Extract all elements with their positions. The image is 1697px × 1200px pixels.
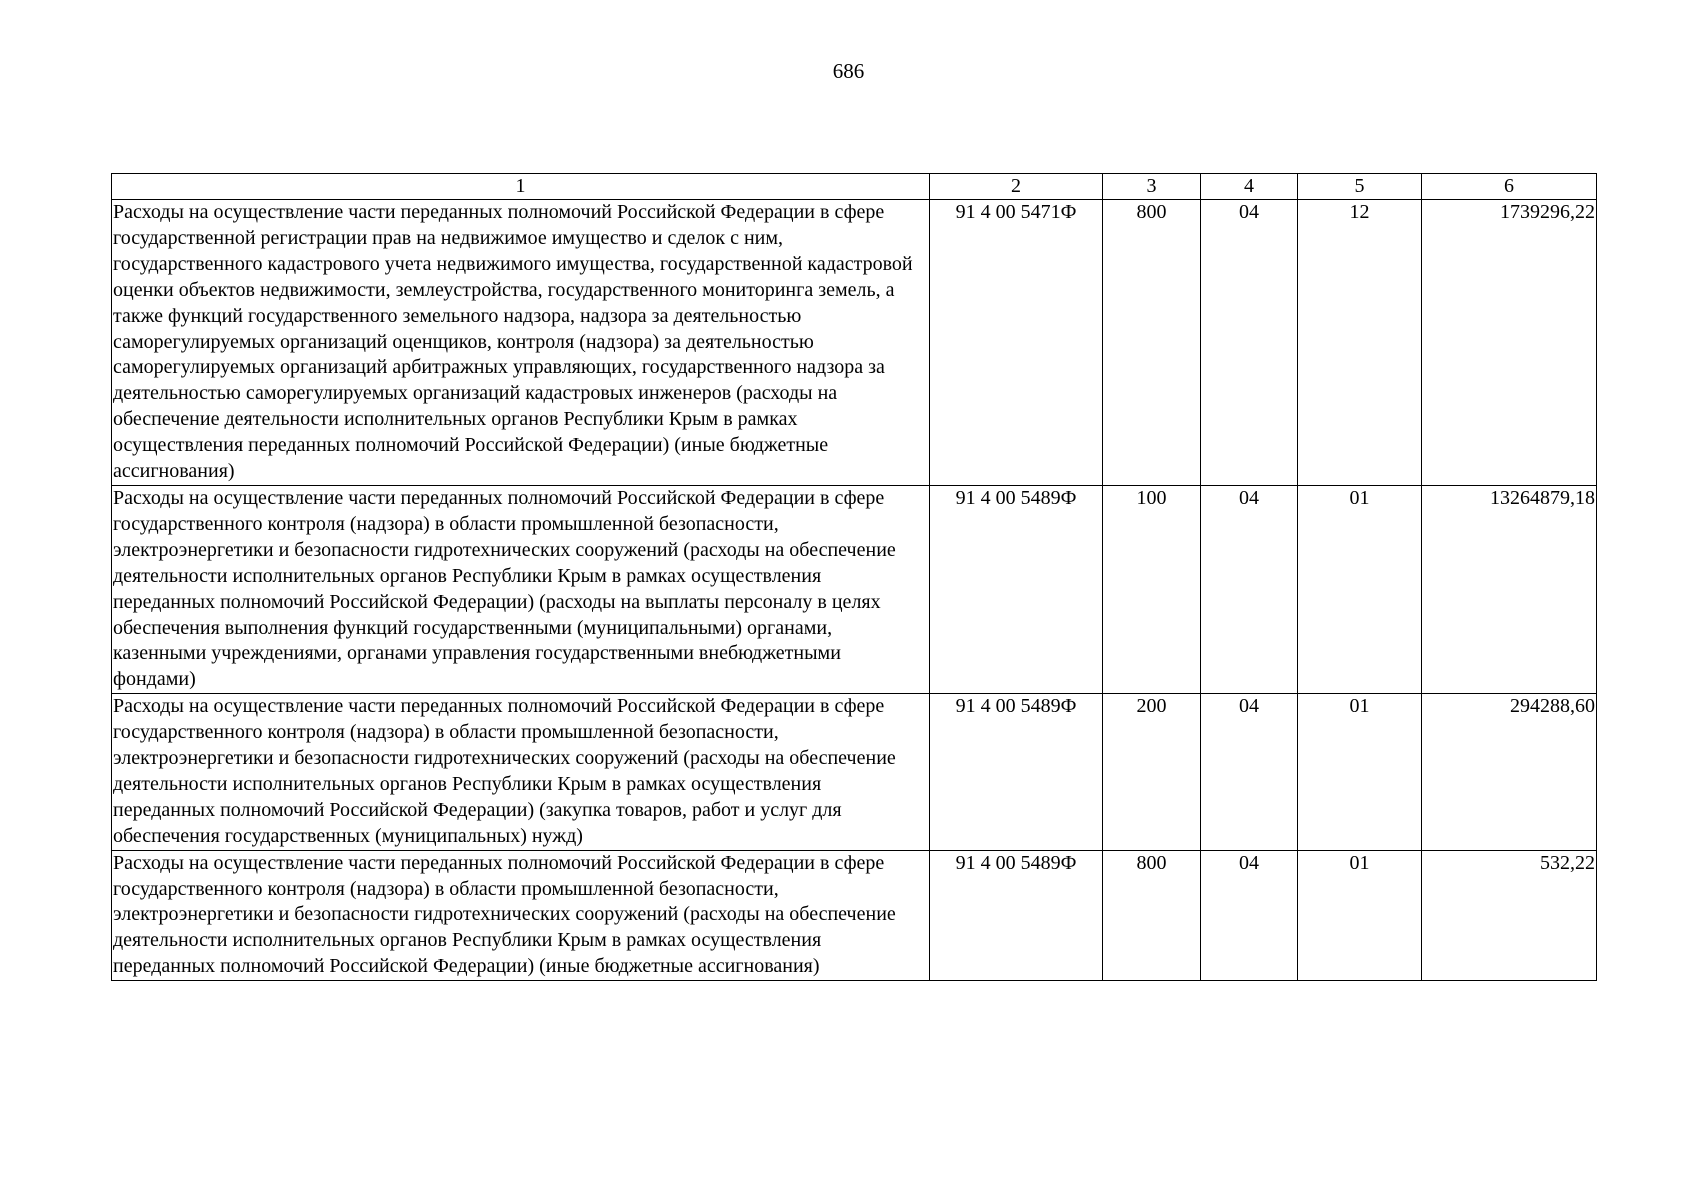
row-section: 04	[1201, 200, 1298, 486]
row-target-code: 91 4 00 5471Ф	[930, 200, 1103, 486]
row-description: Расходы на осуществление части переданных полномочий Российской Федерации в сфере государственного контроля (надзора) в области промышленной безопасности, электроэнергетики и безопасности гидротехнических сооружений (расходы на обеспечение деятельности исполнительных органов Республики Крым в рамках осуществления переданных полномочий Российской Федерации) (иные бюджетные ассигнования)	[112, 850, 930, 981]
row-expense-type: 800	[1103, 200, 1201, 486]
row-expense-type: 200	[1103, 694, 1201, 850]
column-header-6: 6	[1422, 174, 1597, 200]
row-expense-type: 800	[1103, 850, 1201, 981]
column-header-3: 3	[1103, 174, 1201, 200]
row-subsection: 12	[1298, 200, 1422, 486]
row-target-code: 91 4 00 5489Ф	[930, 485, 1103, 693]
row-amount: 13264879,18	[1422, 485, 1597, 693]
row-description: Расходы на осуществление части переданных полномочий Российской Федерации в сфере государственного контроля (надзора) в области промышленной безопасности, электроэнергетики и безопасности гидротехнических сооружений (расходы на обеспечение деятельности исполнительных органов Республики Крым в рамках осуществления переданных полномочий Российской Федерации) (расходы на выплаты персоналу в целях обеспечения выполнения функций государственными (муниципальными) органами, казенными учреждениями, органами управления государственными внебюджетными фондами)	[112, 485, 930, 693]
row-amount: 1739296,22	[1422, 200, 1597, 486]
column-header-5: 5	[1298, 174, 1422, 200]
table-header-row	[112, 174, 1597, 200]
table-row	[112, 485, 1597, 693]
column-header-1: 1	[112, 174, 930, 200]
row-description: Расходы на осуществление части переданных полномочий Российской Федерации в сфере государственного контроля (надзора) в области промышленной безопасности, электроэнергетики и безопасности гидротехнических сооружений (расходы на обеспечение деятельности исполнительных органов Республики Крым в рамках осуществления переданных полномочий Российской Федерации) (закупка товаров, работ и услуг для обеспечения государственных (муниципальных) нужд)	[112, 694, 930, 850]
page-number: 686	[832, 59, 865, 83]
row-target-code: 91 4 00 5489Ф	[930, 694, 1103, 850]
column-header-2: 2	[930, 174, 1103, 200]
row-target-code: 91 4 00 5489Ф	[930, 850, 1103, 981]
row-amount: 532,22	[1422, 850, 1597, 981]
row-section: 04	[1201, 694, 1298, 850]
row-subsection: 01	[1298, 485, 1422, 693]
row-expense-type: 100	[1103, 485, 1201, 693]
row-section: 04	[1201, 485, 1298, 693]
row-subsection: 01	[1298, 850, 1422, 981]
table-row	[112, 850, 1597, 981]
row-description: Расходы на осуществление части переданных полномочий Российской Федерации в сфере государственной регистрации прав на недвижимое имущество и сделок с ним, государственного кадастрового учета недвижимого имущества, государственной кадастровой оценки объектов недвижимости, землеустройства, государственного мониторинга земель, а также функций государственного земельного надзора, надзора за деятельностью саморегулируемых организаций оценщиков, контроля (надзора) за деятельностью саморегулируемых организаций арбитражных управляющих, государственного надзора за деятельностью саморегулируемых организаций кадастровых инженеров (расходы на обеспечение деятельности исполнительных органов Республики Крым в рамках осуществления переданных полномочий Российской Федерации) (иные бюджетные ассигнования)	[112, 200, 930, 486]
table-row	[112, 200, 1597, 486]
row-subsection: 01	[1298, 694, 1422, 850]
row-section: 04	[1201, 850, 1298, 981]
table-row	[112, 694, 1597, 850]
row-amount: 294288,60	[1422, 694, 1597, 850]
column-header-4: 4	[1201, 174, 1298, 200]
budget-table	[111, 173, 1597, 981]
